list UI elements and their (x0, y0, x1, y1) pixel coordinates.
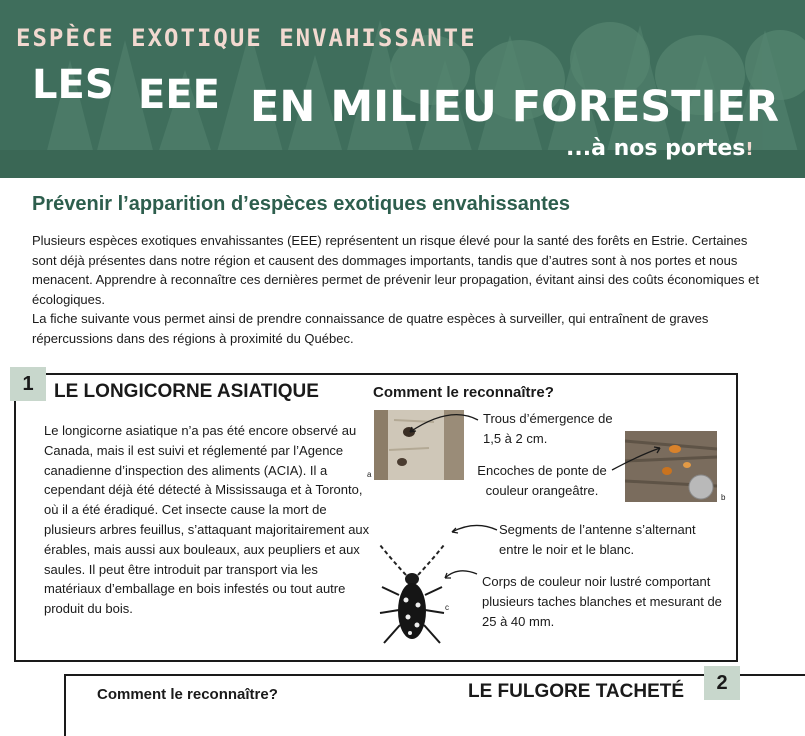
banner-subtitle (566, 136, 754, 161)
photo-label-c: c (445, 603, 449, 612)
header-banner (0, 0, 805, 178)
species-2-title: LE FULGORE TACHETÉ (468, 681, 685, 702)
photo-label-a: a (367, 470, 372, 479)
beetle-photo (372, 545, 452, 650)
banner-subtitle-text: ...à nos portes (566, 136, 746, 161)
bark-holes-photo (374, 410, 464, 480)
banner-title-milieu: EN MILIEU FORESTIER (250, 82, 779, 132)
species-1-number-badge: 1 (10, 367, 46, 401)
banner-subtitle-excl: ! (745, 139, 754, 160)
intro-text (32, 231, 762, 349)
banner-title-eee: EEE (138, 72, 220, 118)
species-2-card (64, 674, 805, 736)
intro-paragraph-1: Plusieurs espèces exotiques envahissantes (EEE) représentent un risque élevé pour la santé des forêts en Estrie. Certaines sont déjà présentes dans notre région et causent des dommages importants, tandis que d’autres sont à nos portes et nous menacent. Apprendre à reconnaître ces dernières permet de prévenir leur propagation, évitant ainsi des coûts économiques et écologiques. (32, 233, 759, 307)
species-2-number-badge: 2 (704, 666, 740, 700)
species-2-recognize-heading: Comment le reconnaître? (97, 686, 278, 703)
species-1-title: LE LONGICORNE ASIATIQUE (54, 381, 319, 402)
caption-notches: Encoches de ponte de couleur orangeâtre. (477, 463, 607, 498)
photo-label-b: b (721, 493, 726, 502)
section-heading: Prévenir l’apparition d’espèces exotiques envahissantes (32, 193, 570, 215)
banner-kicker: ESPÈCE EXOTIQUE ENVAHISSANTE (16, 24, 477, 52)
bark-notches-photo (625, 431, 717, 502)
caption-emergence-holes: Trous d’émergence de 1,5 à 2 cm. (483, 411, 613, 446)
caption-body: Corps de couleur noir lustré comportant plusieurs taches blanches et mesurant de 25 à 40 mm. (482, 574, 722, 629)
species-1-recognize-heading: Comment le reconnaître? (373, 384, 554, 401)
species-1-description: Le longicorne asiatique n’a pas été encore observé au Canada, mais il est suivi et réglementé par l’Agence canadienne d’inspection des aliments (ACIA). Il a cependant déjà été détecté à Mississauga et à Toronto, où il a été éradiqué. Cet insecte cause la mort de plusieurs arbres feuillus, s’attaquant majoritairement aux érables, mais aussi aux bouleaux, aux peupliers et aux saules. Il peut être introduit par transport via les matériaux d’emballage en bois infestés ou tout autre produit du bois. (44, 423, 370, 617)
caption-antenna: Segments de l’antenne s’alternant entre le noir et le blanc. (499, 522, 696, 557)
intro-paragraph-2: La fiche suivante vous permet ainsi de prendre connaissance de quatre espèces à surveiller, qui entraînent de graves répercussions dans des régions à proximité du Québec. (32, 311, 709, 346)
banner-title-les: LES (32, 62, 114, 108)
